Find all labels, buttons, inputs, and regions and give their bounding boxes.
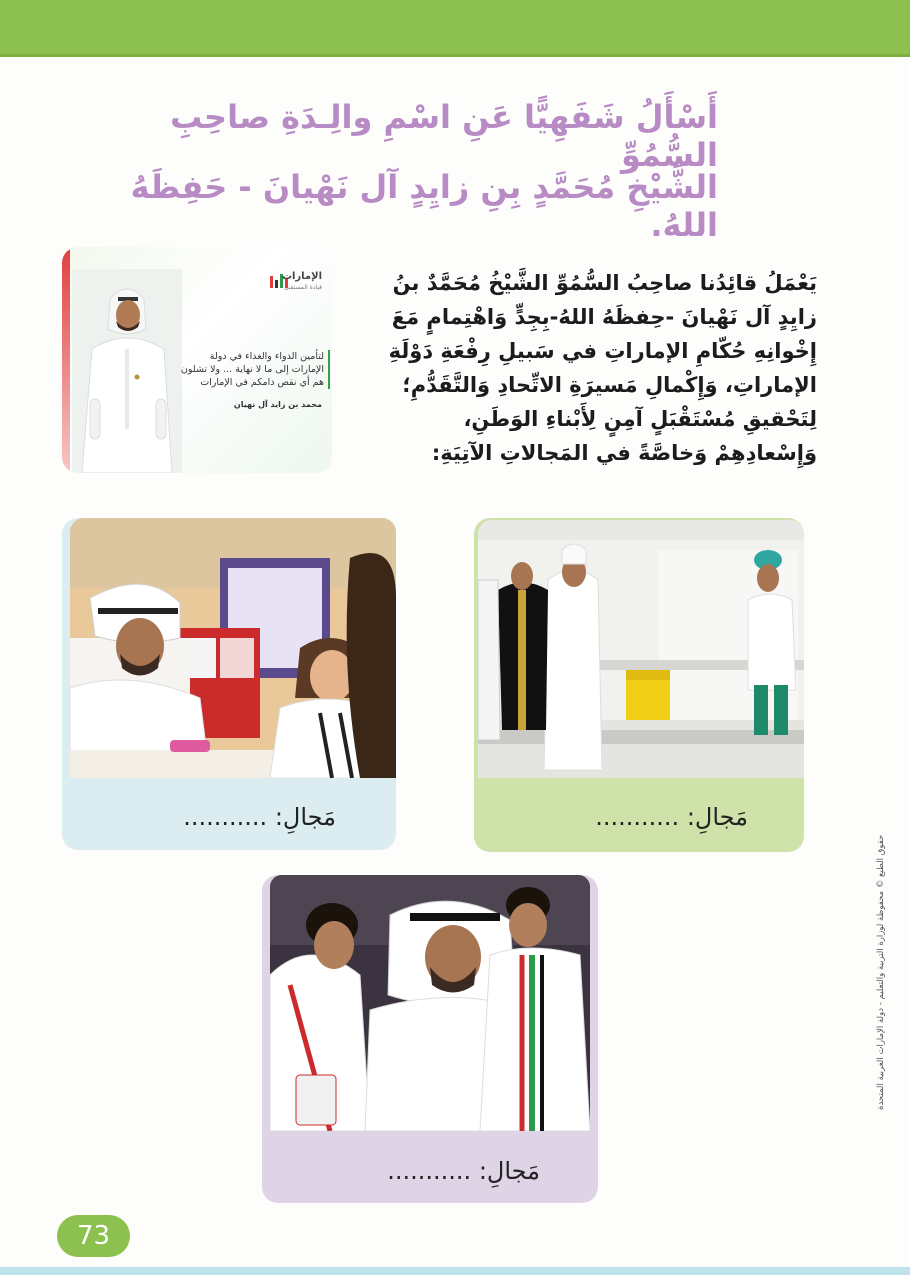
question-heading-line-2: الشَّيْخِ مُحَمَّدٍ بِنِ زايِدٍ آل نَهْيانَ - حَفِظَهُ اللهُ. [130,168,718,244]
field-caption: مَجالِ: ........... [387,1157,540,1185]
question-heading-line-1: أَسْأَلُ شَفَهِيًّا عَنِ اسْمِ والِـدَةِ صاحِبِ السُّمُوِّ [170,98,718,174]
bottom-color-band [0,1267,910,1275]
copyright-text: حقوق الطبع © محفوظة لوزارة التربية والتعليم - دولة الإمارات العربية المتحدة [876,834,886,1110]
emirates-logo [252,261,322,291]
lesson-paragraph: يَعْمَلُ قائِدُنا صاحِبُ السُّمُوِّ الشَّيْخُ مُحَمَّدٌ بنُ زايِدٍ آل نَهْيانَ -حِفظَهُ اللهُ-بِجِدٍّ وَاهْتِمامٍ مَعَ إِخْوانِهِ حُكّامِ الإماراتِ في سَبيلِ رِفْعَةِ دَوْلَةِ الإماراتِ، وَإِكْمالِ مَسيرَةِ الاتِّحادِ وَالتَّقَدُّمِ؛ لِتَحْقيقِ مُسْتَقْبَلٍ آمِنٍ لِأَبْناءِ الوَطَنِ، وَإِسْعادِهِمْ وَخاصَّةً في المَجالاتِ الآتِيَةِ: [388,271,817,465]
classroom-photo [70,518,396,778]
education-field-card [62,518,396,850]
health-field-card [474,518,804,852]
page-number: 73 [57,1215,130,1257]
field-caption: مَجالِ: ........... [183,803,336,831]
leader-quote-card [62,247,332,473]
sports-photo [270,875,590,1131]
leader-quote: لتأمين الدواء والغذاء في دولة الإمارات إلى ما لا نهاية ... ولا تشلون هم أي نقص دامكم في الإمارات [176,350,330,389]
sports-field-card [262,875,598,1203]
field-caption: مَجالِ: ........... [595,803,748,831]
copyright-notice [866,780,886,1110]
card-accent-strip [62,247,70,473]
top-color-band [0,0,910,57]
hospital-photo [478,520,804,778]
leader-portrait-image [72,269,182,473]
logo-subtitle: قيادة المستقبل [284,284,322,291]
quote-author: محمد بن زايد آل نهيان [233,400,322,409]
logo-title: الإمارات [281,271,322,282]
